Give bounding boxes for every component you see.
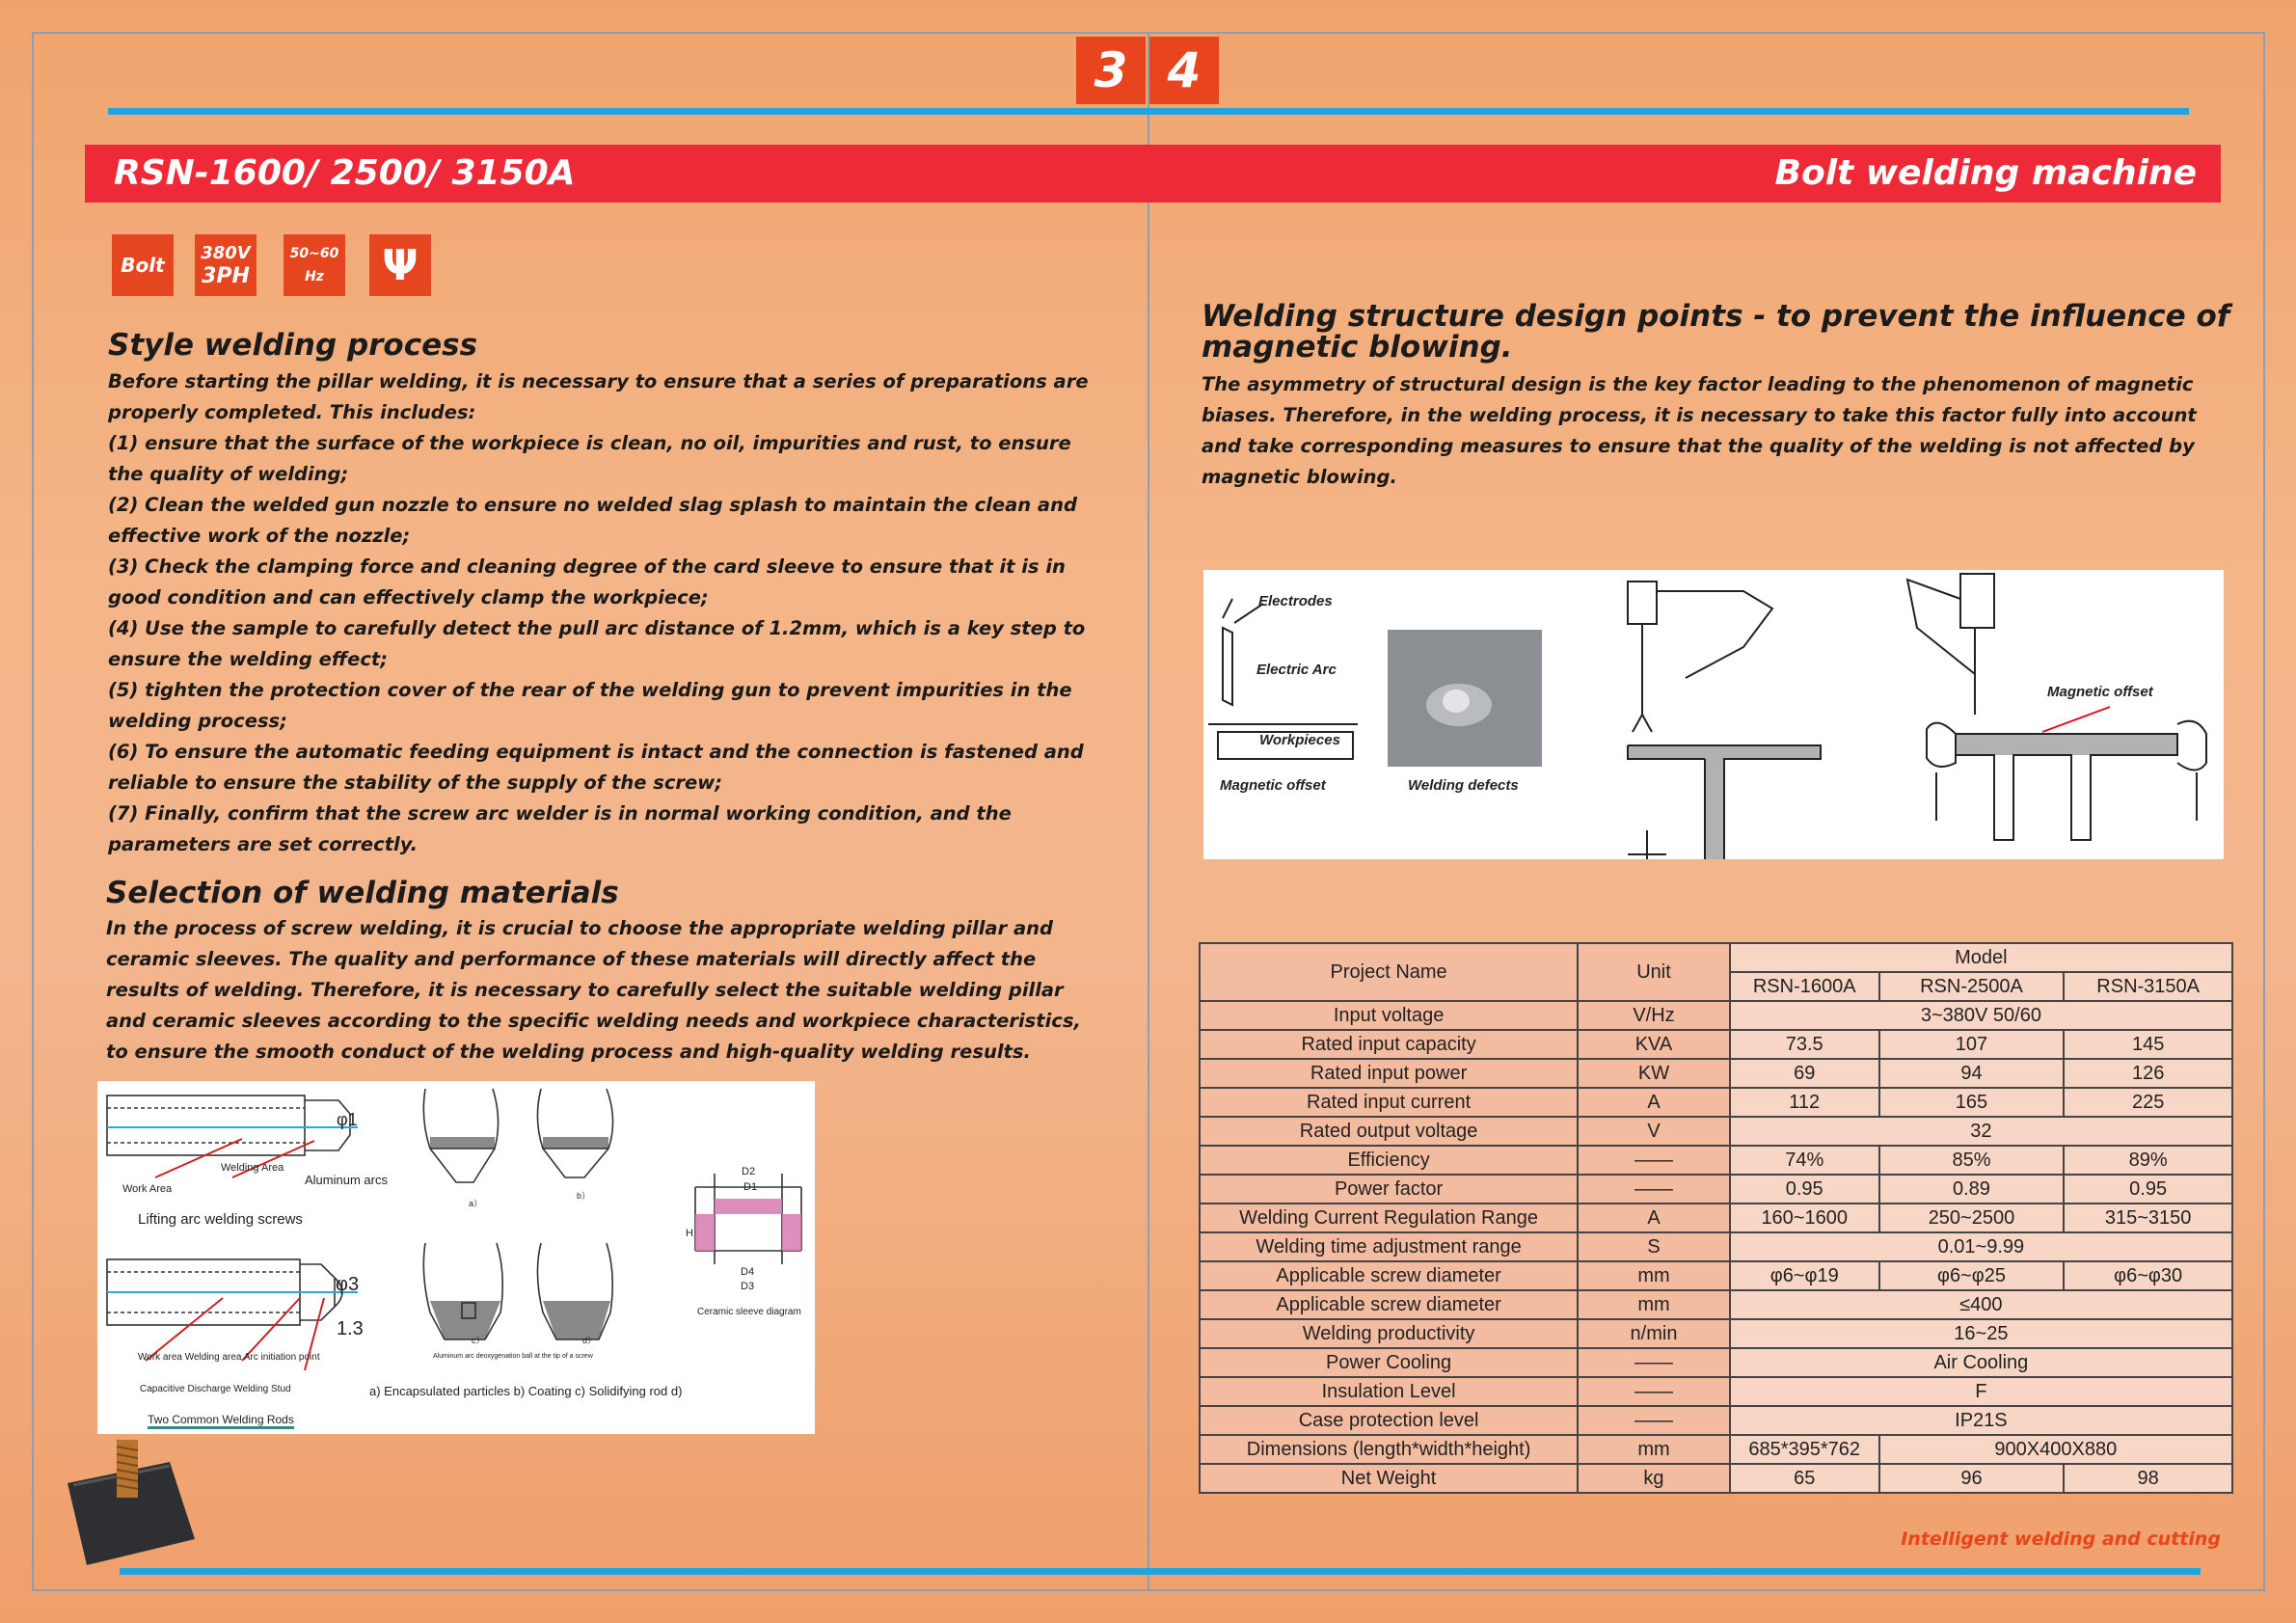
label-aluminum-arcs: Aluminum arcs [305,1173,388,1187]
row-name-cell: Welding productivity [1200,1319,1578,1348]
welding-rods-diagram [97,1081,815,1434]
section-title-materials: Selection of welding materials [106,876,619,910]
row-value-cell: 315~3150 [2064,1204,2232,1232]
row-unit-cell: —— [1578,1406,1730,1435]
structure-paragraph-line: and take corresponding measures to ensure that the quality of the welding is not affected by [1202,435,2195,457]
welding-rods-drawing [97,1081,815,1434]
label-rod-captions: a) Encapsulated particles b) Coating c) Solidifying rod d) [369,1384,683,1398]
row-name-cell: Net Weight [1200,1464,1578,1493]
label-b: b） [577,1191,591,1201]
row-value-cell: φ6~φ30 [2064,1261,2232,1290]
process-paragraph-line: Before starting the pillar welding, it is necessary to ensure that a series of preparations are [108,370,1089,392]
row-value-cell: 685*395*762 [1730,1435,1879,1464]
process-paragraph-line: (2) Clean the welded gun nozzle to ensure no welded slag splash to maintain the clean and [108,494,1077,516]
row-value-cell: 225 [2064,1088,2232,1117]
banner-model-title: RSN-1600/ 2500/ 3150A [114,153,576,193]
table-row [1200,1290,2232,1319]
process-paragraph-line: properly completed. This includes: [108,401,476,423]
table-row [1200,1088,2232,1117]
label-magnetic-offset-2: Magnetic offset [2047,684,2153,700]
label-work-area: Work Area [122,1183,173,1195]
process-paragraph [108,366,1130,860]
structure-paragraph-line: The asymmetry of structural design is the key factor leading to the phenomenon of magnetic [1202,373,2194,395]
materials-paragraph-line: and ceramic sleeves according to the specific welding needs and workpiece characteristics, [106,1010,1081,1032]
label-d: d） [582,1336,597,1345]
row-unit-cell: mm [1578,1290,1730,1319]
row-value-cell: 900X400X880 [1879,1435,2232,1464]
row-unit-cell: kg [1578,1464,1730,1493]
label-work-area-arc: Work area Welding area Arc initiation point [138,1352,320,1363]
table-row [1200,1204,2232,1232]
row-value-cell: 250~2500 [1879,1204,2065,1232]
label-lifting-arc: Lifting arc welding screws [138,1211,303,1228]
row-unit-cell: n/min [1578,1319,1730,1348]
row-value-cell: 145 [2064,1030,2232,1059]
row-value-cell: 16~25 [1730,1319,2232,1348]
row-value-cell: 0.89 [1879,1175,2065,1204]
table-row [1200,1117,2232,1146]
header-project-name: Project Name [1200,943,1578,1001]
footer-tagline: Intelligent welding and cutting [1901,1528,2221,1550]
row-unit-cell: mm [1578,1435,1730,1464]
row-name-cell: Insulation Level [1200,1377,1578,1406]
specification-table [1199,942,2233,1494]
row-value-cell: ≤400 [1730,1290,2232,1319]
process-paragraph-line: effective work of the nozzle; [108,525,411,547]
row-unit-cell: —— [1578,1175,1730,1204]
label-h: H [686,1228,693,1239]
table-row [1200,1001,2232,1030]
row-value-cell: 32 [1730,1117,2232,1146]
row-name-cell: Rated output voltage [1200,1117,1578,1146]
label-aluminum-ball: Aluminum arc deoxygenation ball at the tip of a screw [433,1353,593,1360]
process-paragraph-line: the quality of welding; [108,463,349,485]
table-row [1200,1464,2232,1493]
frequency-badge-line2: Hz [305,269,324,284]
row-value-cell: 107 [1879,1030,2065,1059]
label-c: c） [472,1336,485,1345]
row-unit-cell: —— [1578,1146,1730,1175]
voltage-badge [195,234,257,296]
row-value-cell: F [1730,1377,2232,1406]
header-unit: Unit [1578,943,1730,1001]
bottom-rule [120,1568,2201,1575]
plug-symbol-badge [369,234,431,296]
label-magnetic-offset-1: Magnetic offset [1220,777,1326,794]
row-value-cell: 98 [2064,1464,2232,1493]
section-title-structure-line2: magnetic blowing. [1202,330,1513,365]
row-name-cell: Power factor [1200,1175,1578,1204]
table-row [1200,1146,2232,1175]
row-value-cell: 74% [1730,1146,1879,1175]
row-unit-cell: —— [1578,1377,1730,1406]
row-name-cell: Rated input current [1200,1088,1578,1117]
materials-paragraph-line: results of welding. Therefore, it is necessary to carefully select the suitable welding pillar [106,979,1064,1001]
label-dim-1-3: 1.3 [337,1318,364,1339]
process-paragraph-line: ensure the welding effect; [108,648,389,670]
row-unit-cell: KVA [1578,1030,1730,1059]
row-value-cell: 0.95 [2064,1175,2232,1204]
label-d4: D4 [741,1266,755,1278]
row-name-cell: Applicable screw diameter [1200,1261,1578,1290]
bolt-stud-image [64,1435,199,1565]
row-name-cell: Welding Current Regulation Range [1200,1204,1578,1232]
row-unit-cell: V [1578,1117,1730,1146]
structure-paragraph-line: biases. Therefore, in the welding process, it is necessary to take this factor fully into account [1202,404,2197,426]
row-value-cell: 69 [1730,1059,1879,1088]
materials-paragraph-line: ceramic sleeves. The quality and performance of these materials will directly affect the [106,948,1037,970]
table-row [1200,1175,2232,1204]
row-value-cell: 73.5 [1730,1030,1879,1059]
label-ceramic-sleeve: Ceramic sleeve diagram [697,1307,801,1317]
table-row [1200,1261,2232,1290]
row-name-cell: Rated input capacity [1200,1030,1578,1059]
frequency-badge [284,234,345,296]
materials-paragraph-line: In the process of screw welding, it is crucial to choose the appropriate welding pillar and [106,917,1053,939]
label-capacitive: Capacitive Discharge Welding Stud [140,1384,291,1394]
label-electric-arc: Electric Arc [1256,662,1337,678]
table-row [1200,1406,2232,1435]
label-d2: D2 [742,1166,756,1177]
row-value-cell: Air Cooling [1730,1348,2232,1377]
row-value-cell: 89% [2064,1146,2232,1175]
row-unit-cell: KW [1578,1059,1730,1088]
row-value-cell: 65 [1730,1464,1879,1493]
row-value-cell: φ6~φ25 [1879,1261,2065,1290]
header-model-3: RSN-3150A [2064,972,2232,1001]
table-row [1200,1348,2232,1377]
label-phi1: φ1 [337,1110,358,1129]
row-value-cell: 94 [1879,1059,2065,1088]
bolt-badge-label: Bolt [121,254,165,277]
table-row [1200,1377,2232,1406]
label-two-common: Two Common Welding Rods [148,1413,294,1429]
header-model-1: RSN-1600A [1730,972,1879,1001]
row-unit-cell: mm [1578,1261,1730,1290]
materials-paragraph-line: to ensure the smooth conduct of the welding process and high-quality welding results. [106,1041,1031,1063]
row-name-cell: Input voltage [1200,1001,1578,1030]
label-welding-area: Welding Area [221,1162,284,1174]
voltage-badge-line1: 380V [201,243,251,263]
label-d1: D1 [743,1181,758,1193]
row-unit-cell: A [1578,1088,1730,1117]
row-value-cell: 0.01~9.99 [1730,1232,2232,1261]
header-model-2: RSN-2500A [1879,972,2065,1001]
row-value-cell: IP21S [1730,1406,2232,1435]
table-row [1200,1232,2232,1261]
row-unit-cell: S [1578,1232,1730,1261]
materials-paragraph [106,913,1138,1068]
row-unit-cell: V/Hz [1578,1001,1730,1030]
row-unit-cell: —— [1578,1348,1730,1377]
process-paragraph-line: (5) tighten the protection cover of the rear of the welding gun to prevent impurities in the [108,679,1072,701]
section-title-structure-line1: Welding structure design points - to prevent the influence of [1202,299,2230,334]
row-name-cell: Applicable screw diameter [1200,1290,1578,1319]
process-paragraph-line: parameters are set correctly. [108,833,419,855]
process-paragraph-line: welding process; [108,710,287,732]
row-value-cell: 160~1600 [1730,1204,1879,1232]
row-value-cell: 3~380V 50/60 [1730,1001,2232,1030]
row-value-cell: 112 [1730,1088,1879,1117]
table-row [1200,1059,2232,1088]
row-name-cell: Welding time adjustment range [1200,1232,1578,1261]
row-name-cell: Rated input power [1200,1059,1578,1088]
row-name-cell: Power Cooling [1200,1348,1578,1377]
section-title-structure [1202,301,2229,363]
section-title-process: Style welding process [108,328,478,363]
structure-paragraph [1202,369,2224,493]
structure-paragraph-line: magnetic blowing. [1202,466,1397,488]
process-paragraph-line: good condition and can effectively clamp the workpiece; [108,586,709,609]
label-phi3: φ3 [336,1274,360,1295]
frequency-badge-line1: 50~60 [289,246,339,261]
magnetic-offset-figure [1203,570,2224,859]
process-paragraph-line: reliable to ensure the stability of the supply of the screw; [108,771,723,794]
row-value-cell: 165 [1879,1088,2065,1117]
bolt-stud-drawing [64,1435,199,1565]
process-paragraph-line: (4) Use the sample to carefully detect the pull arc distance of 1.2mm, which is a key step to [108,617,1086,639]
table-row [1200,1030,2232,1059]
row-value-cell: 96 [1879,1464,2065,1493]
magnetic-offset-drawing [1203,570,2224,859]
label-electrodes: Electrodes [1258,593,1333,609]
voltage-badge-line2: 3PH [202,264,250,288]
banner-product-title: Bolt welding machine [1774,153,2197,193]
bolt-badge [112,234,174,296]
row-value-cell: 126 [2064,1059,2232,1088]
process-paragraph-line: (7) Finally, confirm that the screw arc welder is in normal working condition, and the [108,802,1012,825]
plug-icon: Ψ [382,240,419,290]
header-model: Model [1730,943,2232,972]
page-spine [1148,32,1149,1591]
page-number-left: 3 [1076,37,1146,104]
process-paragraph-line: (1) ensure that the surface of the workpiece is clean, no oil, impurities and rust, to ensure [108,432,1071,454]
row-name-cell: Efficiency [1200,1146,1578,1175]
row-name-cell: Dimensions (length*width*height) [1200,1435,1578,1464]
row-name-cell: Case protection level [1200,1406,1578,1435]
row-unit-cell: A [1578,1204,1730,1232]
page-number-right: 4 [1149,37,1219,104]
row-value-cell: 85% [1879,1146,2065,1175]
process-paragraph-line: (6) To ensure the automatic feeding equipment is intact and the connection is fastened and [108,741,1084,763]
process-paragraph-line: (3) Check the clamping force and cleaning degree of the card sleeve to ensure that it is in [108,555,1066,578]
table-header-row [1200,943,2232,972]
label-d3: D3 [741,1281,755,1292]
table-row [1200,1319,2232,1348]
label-workpieces: Workpieces [1259,732,1340,748]
label-welding-defects: Welding defects [1408,777,1519,794]
label-a: a） [469,1199,483,1208]
top-rule [108,108,2189,115]
table-row [1200,1435,2232,1464]
row-value-cell: φ6~φ19 [1730,1261,1879,1290]
row-value-cell: 0.95 [1730,1175,1879,1204]
